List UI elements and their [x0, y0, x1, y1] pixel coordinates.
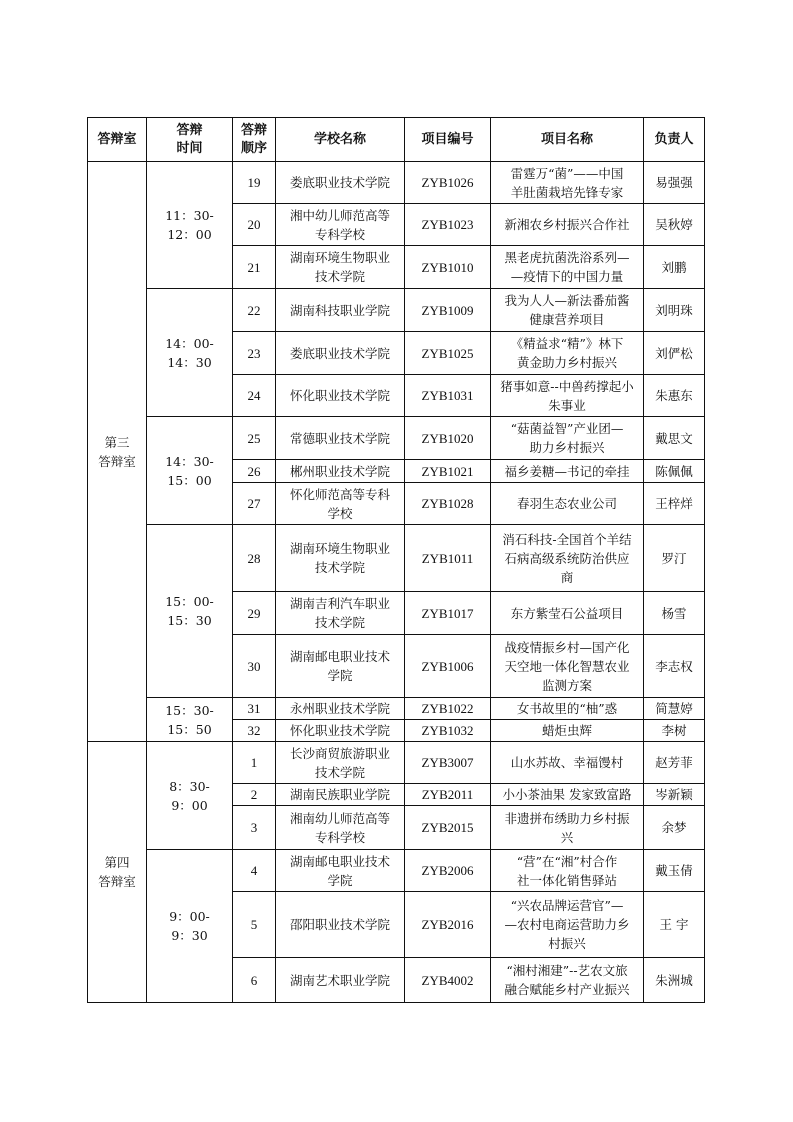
seq-cell: 6: [233, 958, 276, 1003]
project-name-cell: 我为人人—新法番茄酱 健康营养项目: [491, 289, 644, 332]
table-row: [88, 417, 705, 460]
leader-cell: 易强强: [644, 162, 705, 204]
seq-cell: 2: [233, 784, 276, 806]
table-row: [88, 742, 705, 784]
defense-schedule-table: [87, 117, 705, 1003]
project-code-cell: ZYB1009: [405, 289, 491, 332]
project-name-cell: 小小茶油果 发家致富路: [491, 784, 644, 806]
table-row: [88, 289, 705, 332]
schedule-sheet: [87, 117, 705, 1003]
project-name-cell: “兴农品牌运营官”— —农村电商运营助力乡 村振兴: [491, 892, 644, 958]
leader-cell: 朱洲城: [644, 958, 705, 1003]
time-slot-cell: 15：00- 15：30: [147, 525, 233, 698]
project-code-cell: ZYB1023: [405, 204, 491, 246]
project-code-cell: ZYB1025: [405, 332, 491, 375]
project-name-cell: 战疫情振乡村—国产化 天空地一体化智慧农业 监测方案: [491, 635, 644, 698]
school-cell: 湘中幼儿师范高等 专科学校: [276, 204, 405, 246]
time-slot-cell: 9：00- 9：30: [147, 850, 233, 1003]
leader-cell: 余梦: [644, 806, 705, 850]
time-slot-cell: 11：30- 12：00: [147, 162, 233, 289]
leader-cell: 岑新颖: [644, 784, 705, 806]
seq-cell: 4: [233, 850, 276, 892]
school-cell: 湖南艺术职业学院: [276, 958, 405, 1003]
seq-cell: 32: [233, 720, 276, 742]
project-code-cell: ZYB1032: [405, 720, 491, 742]
project-code-cell: ZYB4002: [405, 958, 491, 1003]
leader-cell: 朱惠东: [644, 375, 705, 417]
project-name-cell: “营”在“湘”村合作 社一体化销售驿站: [491, 850, 644, 892]
school-cell: 邵阳职业技术学院: [276, 892, 405, 958]
leader-cell: 刘明珠: [644, 289, 705, 332]
seq-cell: 19: [233, 162, 276, 204]
project-code-cell: ZYB1020: [405, 417, 491, 460]
leader-cell: 简慧婷: [644, 698, 705, 720]
header-leader: 负责人: [644, 118, 705, 162]
table-row: [88, 525, 705, 592]
project-name-cell: 猪事如意--中兽药撑起小 朱事业: [491, 375, 644, 417]
time-slot-cell: 15：30- 15：50: [147, 698, 233, 742]
project-name-cell: 《精益求“精”》林下 黄金助力乡村振兴: [491, 332, 644, 375]
seq-cell: 3: [233, 806, 276, 850]
school-cell: 郴州职业技术学院: [276, 460, 405, 483]
project-code-cell: ZYB1026: [405, 162, 491, 204]
schedule-body: [88, 162, 705, 1003]
school-cell: 怀化师范高等专科 学校: [276, 483, 405, 525]
project-name-cell: 非遗拼布绣助力乡村振 兴: [491, 806, 644, 850]
project-code-cell: ZYB2006: [405, 850, 491, 892]
project-name-cell: 福乡姜糖—书记的牵挂: [491, 460, 644, 483]
header-room: 答辩室: [88, 118, 147, 162]
school-cell: 湖南吉利汽车职业 技术学院: [276, 592, 405, 635]
leader-cell: 刘俨松: [644, 332, 705, 375]
project-code-cell: ZYB2011: [405, 784, 491, 806]
project-name-cell: 女书故里的“柚”惑: [491, 698, 644, 720]
project-code-cell: ZYB2016: [405, 892, 491, 958]
project-code-cell: ZYB1011: [405, 525, 491, 592]
project-code-cell: ZYB1017: [405, 592, 491, 635]
school-cell: 娄底职业技术学院: [276, 332, 405, 375]
seq-cell: 24: [233, 375, 276, 417]
project-name-cell: 雷霆万“菌”——中国 羊肚菌栽培先锋专家: [491, 162, 644, 204]
seq-cell: 31: [233, 698, 276, 720]
header-code: 项目编号: [405, 118, 491, 162]
seq-cell: 29: [233, 592, 276, 635]
header-order: 答辩 顺序: [233, 118, 276, 162]
school-cell: 怀化职业技术学院: [276, 720, 405, 742]
leader-cell: 陈佩佩: [644, 460, 705, 483]
time-slot-cell: 14：30- 15：00: [147, 417, 233, 525]
school-cell: 怀化职业技术学院: [276, 375, 405, 417]
room-cell: 第三 答辩室: [88, 162, 147, 742]
leader-cell: 李树: [644, 720, 705, 742]
project-name-cell: “湘村湘建”--艺农文旅 融合赋能乡村产业振兴: [491, 958, 644, 1003]
header-row: [88, 118, 705, 162]
leader-cell: 王 宇: [644, 892, 705, 958]
leader-cell: 戴思文: [644, 417, 705, 460]
project-code-cell: ZYB3007: [405, 742, 491, 784]
project-name-cell: 消石科技-全国首个羊结 石病高级系统防治供应 商: [491, 525, 644, 592]
seq-cell: 5: [233, 892, 276, 958]
leader-cell: 王梓烊: [644, 483, 705, 525]
project-code-cell: ZYB2015: [405, 806, 491, 850]
seq-cell: 26: [233, 460, 276, 483]
seq-cell: 20: [233, 204, 276, 246]
seq-cell: 28: [233, 525, 276, 592]
project-name-cell: 春羽生态农业公司: [491, 483, 644, 525]
project-code-cell: ZYB1031: [405, 375, 491, 417]
leader-cell: 戴玉倩: [644, 850, 705, 892]
school-cell: 娄底职业技术学院: [276, 162, 405, 204]
leader-cell: 杨雪: [644, 592, 705, 635]
school-cell: 湖南邮电职业技术 学院: [276, 635, 405, 698]
school-cell: 永州职业技术学院: [276, 698, 405, 720]
leader-cell: 李志权: [644, 635, 705, 698]
seq-cell: 25: [233, 417, 276, 460]
header-project: 项目名称: [491, 118, 644, 162]
leader-cell: 罗汀: [644, 525, 705, 592]
seq-cell: 30: [233, 635, 276, 698]
school-cell: 湘南幼儿师范高等 专科学校: [276, 806, 405, 850]
time-slot-cell: 14：00- 14：30: [147, 289, 233, 417]
project-code-cell: ZYB1022: [405, 698, 491, 720]
project-code-cell: ZYB1021: [405, 460, 491, 483]
leader-cell: 吴秋婷: [644, 204, 705, 246]
room-cell: 第四 答辩室: [88, 742, 147, 1003]
table-row: [88, 698, 705, 720]
seq-cell: 21: [233, 246, 276, 289]
table-row: [88, 850, 705, 892]
time-slot-cell: 8：30- 9：00: [147, 742, 233, 850]
school-cell: 长沙商贸旅游职业 技术学院: [276, 742, 405, 784]
project-name-cell: 新湘农乡村振兴合作社: [491, 204, 644, 246]
project-code-cell: ZYB1006: [405, 635, 491, 698]
school-cell: 湖南科技职业学院: [276, 289, 405, 332]
project-name-cell: 黑老虎抗菌洗浴系列— —疫情下的中国力量: [491, 246, 644, 289]
header-time: 答辩 时间: [147, 118, 233, 162]
leader-cell: 刘鹏: [644, 246, 705, 289]
school-cell: 湖南民族职业学院: [276, 784, 405, 806]
header-school: 学校名称: [276, 118, 405, 162]
project-name-cell: 蜡炬虫辉: [491, 720, 644, 742]
school-cell: 常德职业技术学院: [276, 417, 405, 460]
seq-cell: 1: [233, 742, 276, 784]
project-name-cell: “菇菌益智”产业团— 助力乡村振兴: [491, 417, 644, 460]
project-code-cell: ZYB1028: [405, 483, 491, 525]
leader-cell: 赵芳菲: [644, 742, 705, 784]
seq-cell: 23: [233, 332, 276, 375]
project-name-cell: 东方紫莹石公益项目: [491, 592, 644, 635]
school-cell: 湖南环境生物职业 技术学院: [276, 525, 405, 592]
school-cell: 湖南邮电职业技术 学院: [276, 850, 405, 892]
seq-cell: 27: [233, 483, 276, 525]
school-cell: 湖南环境生物职业 技术学院: [276, 246, 405, 289]
seq-cell: 22: [233, 289, 276, 332]
table-row: [88, 162, 705, 204]
project-code-cell: ZYB1010: [405, 246, 491, 289]
project-name-cell: 山水苏故、幸福馒村: [491, 742, 644, 784]
